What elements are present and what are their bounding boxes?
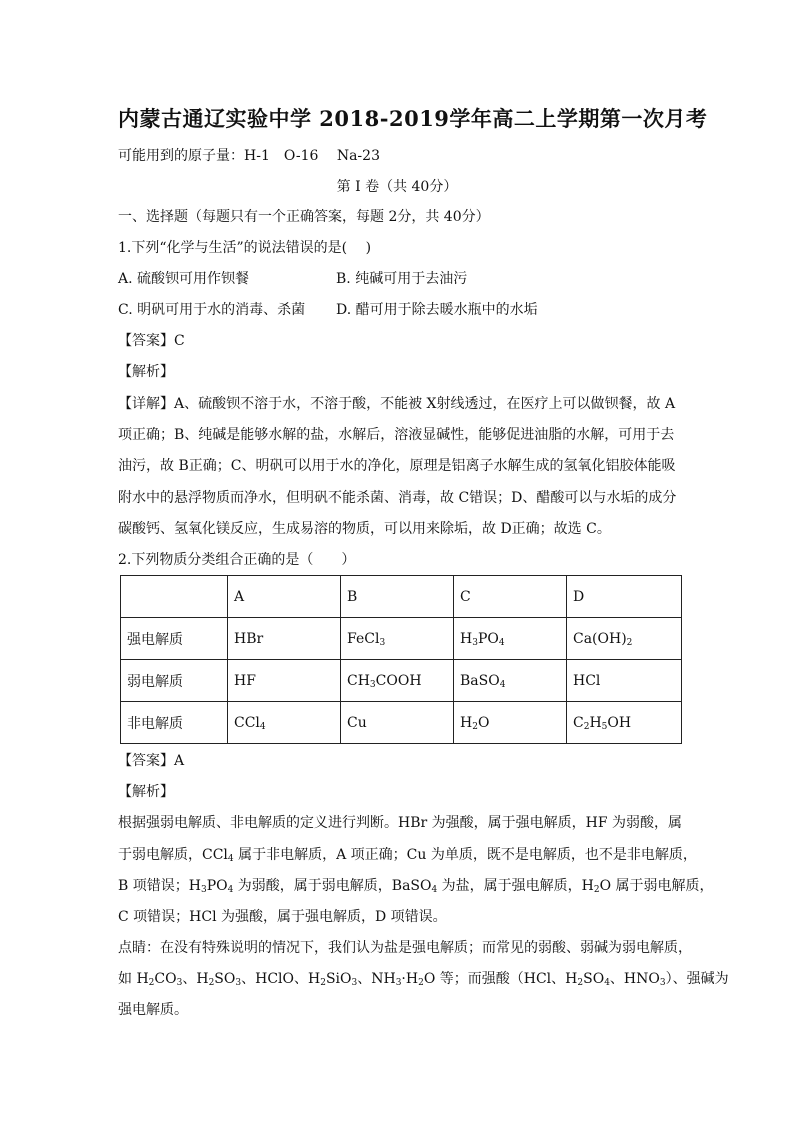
q1-options-row-1 (118, 269, 249, 289)
table-row-label: 强电解质 (121, 618, 228, 660)
volume-heading: 第 I 卷（共 40分） (336, 179, 458, 195)
q2-analysis-heading: 【解析】 (118, 784, 174, 800)
q1-answer: 【答案】C (118, 333, 185, 349)
q2-stem: 2.下列物质分类组合正确的是（ ） (118, 552, 356, 568)
table-header-cell: B (341, 576, 454, 618)
q1-detail-line: 【详解】A、硫酸钡不溶于水，不溶于酸，不能被 X射线透过，在医疗上可以做钡餐，故 A (118, 396, 676, 412)
q2-explain-line: C 项错误；HCl 为强酸，属于强电解质，D 项错误。 (118, 909, 447, 925)
q1-stem: 1.下列“化学与生活”的说法错误的是( ) (118, 240, 372, 256)
atomic-masses: 可能用到的原子量：H-1 O-16 Na-23 (118, 148, 380, 164)
q2-tip-line: 如 $H_2CO_3$、$H_2SO_3$、HClO、$H_2SiO_3$、$NH_3\cdot H_2O$ 等；而强酸（HCl、$H_2SO_4$、$HNO_3$）、强碱为 (118, 971, 729, 988)
table-row (121, 702, 682, 744)
table-cell: HF (228, 660, 341, 702)
q1-analysis-heading: 【解析】 (118, 364, 174, 380)
q2-explain-line: B 项错误；$H_3PO_4$ 为弱酸，属于弱电解质，BaSO$_4$ 为盐，属于强电解质，$H_2O$ 属于弱电解质， (118, 878, 714, 895)
q2-classification-table (120, 575, 682, 744)
table-header-cell: D (567, 576, 682, 618)
table-cell: $CH_3COOH$ (341, 660, 454, 702)
table-header-cell: A (228, 576, 341, 618)
table-cell: HCl (567, 660, 682, 702)
q1-detail-line: 油污，故 B正确；C、明矾可以用于水的净化，原理是铝离子水解生成的氢氧化铝胶体能吸 (118, 458, 676, 474)
section-heading: 一、选择题（每题只有一个正确答案，每题 2分，共 40分） (118, 209, 490, 225)
table-cell: BaSO$_4$ (454, 660, 567, 702)
table-row-label: 弱电解质 (121, 660, 228, 702)
table-cell: $H_2O$ (454, 702, 567, 744)
table-cell: CCl$_4$ (228, 702, 341, 744)
table-cell: FeCl$_3$ (341, 618, 454, 660)
q1-detail-line: 附水中的悬浮物质而净水，但明矾不能杀菌、消毒，故 C错误；D、醋酸可以与水垢的成分 (118, 490, 677, 506)
table-cell: $C_2H_5OH$ (567, 702, 682, 744)
table-row (121, 576, 682, 618)
table-cell: Cu (341, 702, 454, 744)
table-cell (121, 576, 228, 618)
q1-option-d: D. 醋可用于除去暖水瓶中的水垢 (336, 302, 538, 318)
table-row (121, 618, 682, 660)
table-cell: $H_3PO_4$ (454, 618, 567, 660)
q1-option-b: B. 纯碱可用于去油污 (336, 271, 468, 287)
table-row (121, 660, 682, 702)
table-header-cell: C (454, 576, 567, 618)
q1-detail-line: 碳酸钙、氢氧化镁反应，生成易溶的物质，可以用来除垢，故 D正确；故选 C。 (118, 521, 611, 537)
document-title: 内蒙古通辽实验中学 2018-2019学年高二上学期第一次月考 (118, 106, 708, 131)
q2-explain-line: 根据强弱电解质、非电解质的定义进行判断。HBr 为强酸，属于强电解质，HF 为弱酸，属 (118, 815, 683, 831)
q2-tip-line: 强电解质。 (118, 1002, 188, 1018)
q1-detail-line: 项正确；B、纯碱是能够水解的盐，水解后，溶液显碱性，能够促进油脂的水解，可用于去 (118, 427, 675, 443)
q2-tip-line: 点睛：在没有特殊说明的情况下，我们认为盐是强电解质；而常见的弱酸、弱碱为弱电解质， (118, 940, 692, 956)
q1-option-c: C. 明矾可用于水的消毒、杀菌 (118, 302, 306, 318)
q2-answer: 【答案】A (118, 753, 185, 769)
table-cell: HBr (228, 618, 341, 660)
q1-option-a: A. 硫酸钡可用作钡餐 (118, 271, 250, 287)
table-cell: $Ca(OH)_2$ (567, 618, 682, 660)
q2-explain-line: 于弱电解质，CCl$_4$ 属于非电解质，A 项正确；Cu 为单质，既不是电解质，也不是非电解质， (118, 847, 697, 864)
table-row-label: 非电解质 (121, 702, 228, 744)
